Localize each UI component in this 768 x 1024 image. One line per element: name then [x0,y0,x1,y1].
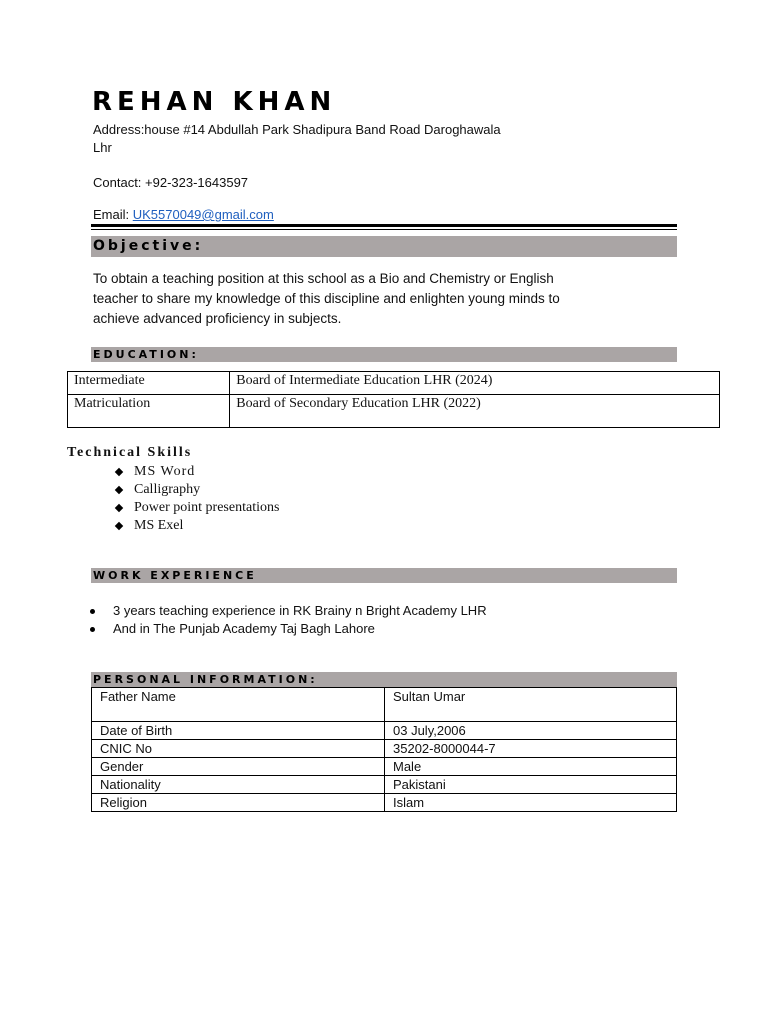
skill-label: MS Exel [134,518,184,533]
address-line-2: Lhr [93,140,112,155]
email-link[interactable]: UK5570049@gmail.com [132,207,274,222]
table-row [92,776,677,794]
list-item [116,517,279,535]
technical-skills-heading: Technical Skills [67,445,193,460]
objective-line-2: teacher to share my knowledge of this discipline and enlighten young minds to [93,291,560,306]
education-heading: EDUCATION: [91,347,677,362]
info-value: 35202-8000044-7 [385,740,677,758]
info-key: Father Name [92,688,385,722]
info-key: Date of Birth [92,722,385,740]
objective-line-3: achieve advanced proficiency in subjects. [93,311,342,326]
diamond-bullet-icon [115,486,123,494]
education-row [68,395,720,428]
table-row [92,758,677,776]
list-item [116,481,279,499]
skill-label: Power point presentations [134,500,280,515]
work-experience-heading: WORK EXPERIENCE [91,568,677,583]
objective-text [93,269,653,329]
technical-skills-list [116,463,279,535]
info-value: Islam [385,794,677,812]
objective-line-1: To obtain a teaching position at this school as a Bio and Chemistry or English [93,271,554,286]
info-key: CNIC No [92,740,385,758]
diamond-bullet-icon [115,522,123,530]
skill-label: MS Word [134,464,196,479]
info-value: 03 July,2006 [385,722,677,740]
education-table [67,371,720,428]
personal-information-heading: PERSONAL INFORMATION: [91,672,677,687]
list-item [90,602,487,620]
info-key: Gender [92,758,385,776]
contact-number: Contact: +92-323-1643597 [93,175,249,190]
header-divider-thick [91,224,677,227]
education-board: Board of Intermediate Education LHR (2024) [230,372,720,395]
applicant-name: REHAN KHAN [92,87,337,117]
work-item-label: 3 years teaching experience in RK Brainy n Bright Academy LHR [113,603,487,618]
diamond-bullet-icon [115,468,123,476]
education-row [68,372,720,395]
email-line [93,206,553,224]
list-item [116,463,279,481]
table-row [92,794,677,812]
personal-information-table [91,687,677,812]
list-item [90,620,487,638]
work-experience-list [90,602,487,638]
table-row [92,688,677,722]
education-board: Board of Secondary Education LHR (2022) [230,395,720,428]
header-divider-thin [91,229,677,230]
table-row [92,722,677,740]
bullet-icon [90,609,95,614]
list-item [116,499,279,517]
diamond-bullet-icon [115,504,123,512]
info-value: Pakistani [385,776,677,794]
address [93,121,553,157]
email-label: Email: [93,207,133,222]
info-value: Male [385,758,677,776]
table-row [92,740,677,758]
info-key: Religion [92,794,385,812]
address-line-1: Address:house #14 Abdullah Park Shadipura Band Road Daroghawala [93,122,501,137]
education-level: Intermediate [68,372,230,395]
work-item-label: And in The Punjab Academy Taj Bagh Lahore [113,621,375,636]
info-value: Sultan Umar [385,688,677,722]
bullet-icon [90,627,95,632]
info-key: Nationality [92,776,385,794]
education-level: Matriculation [68,395,230,428]
skill-label: Calligraphy [134,482,201,497]
objective-heading: Objective: [91,236,677,257]
